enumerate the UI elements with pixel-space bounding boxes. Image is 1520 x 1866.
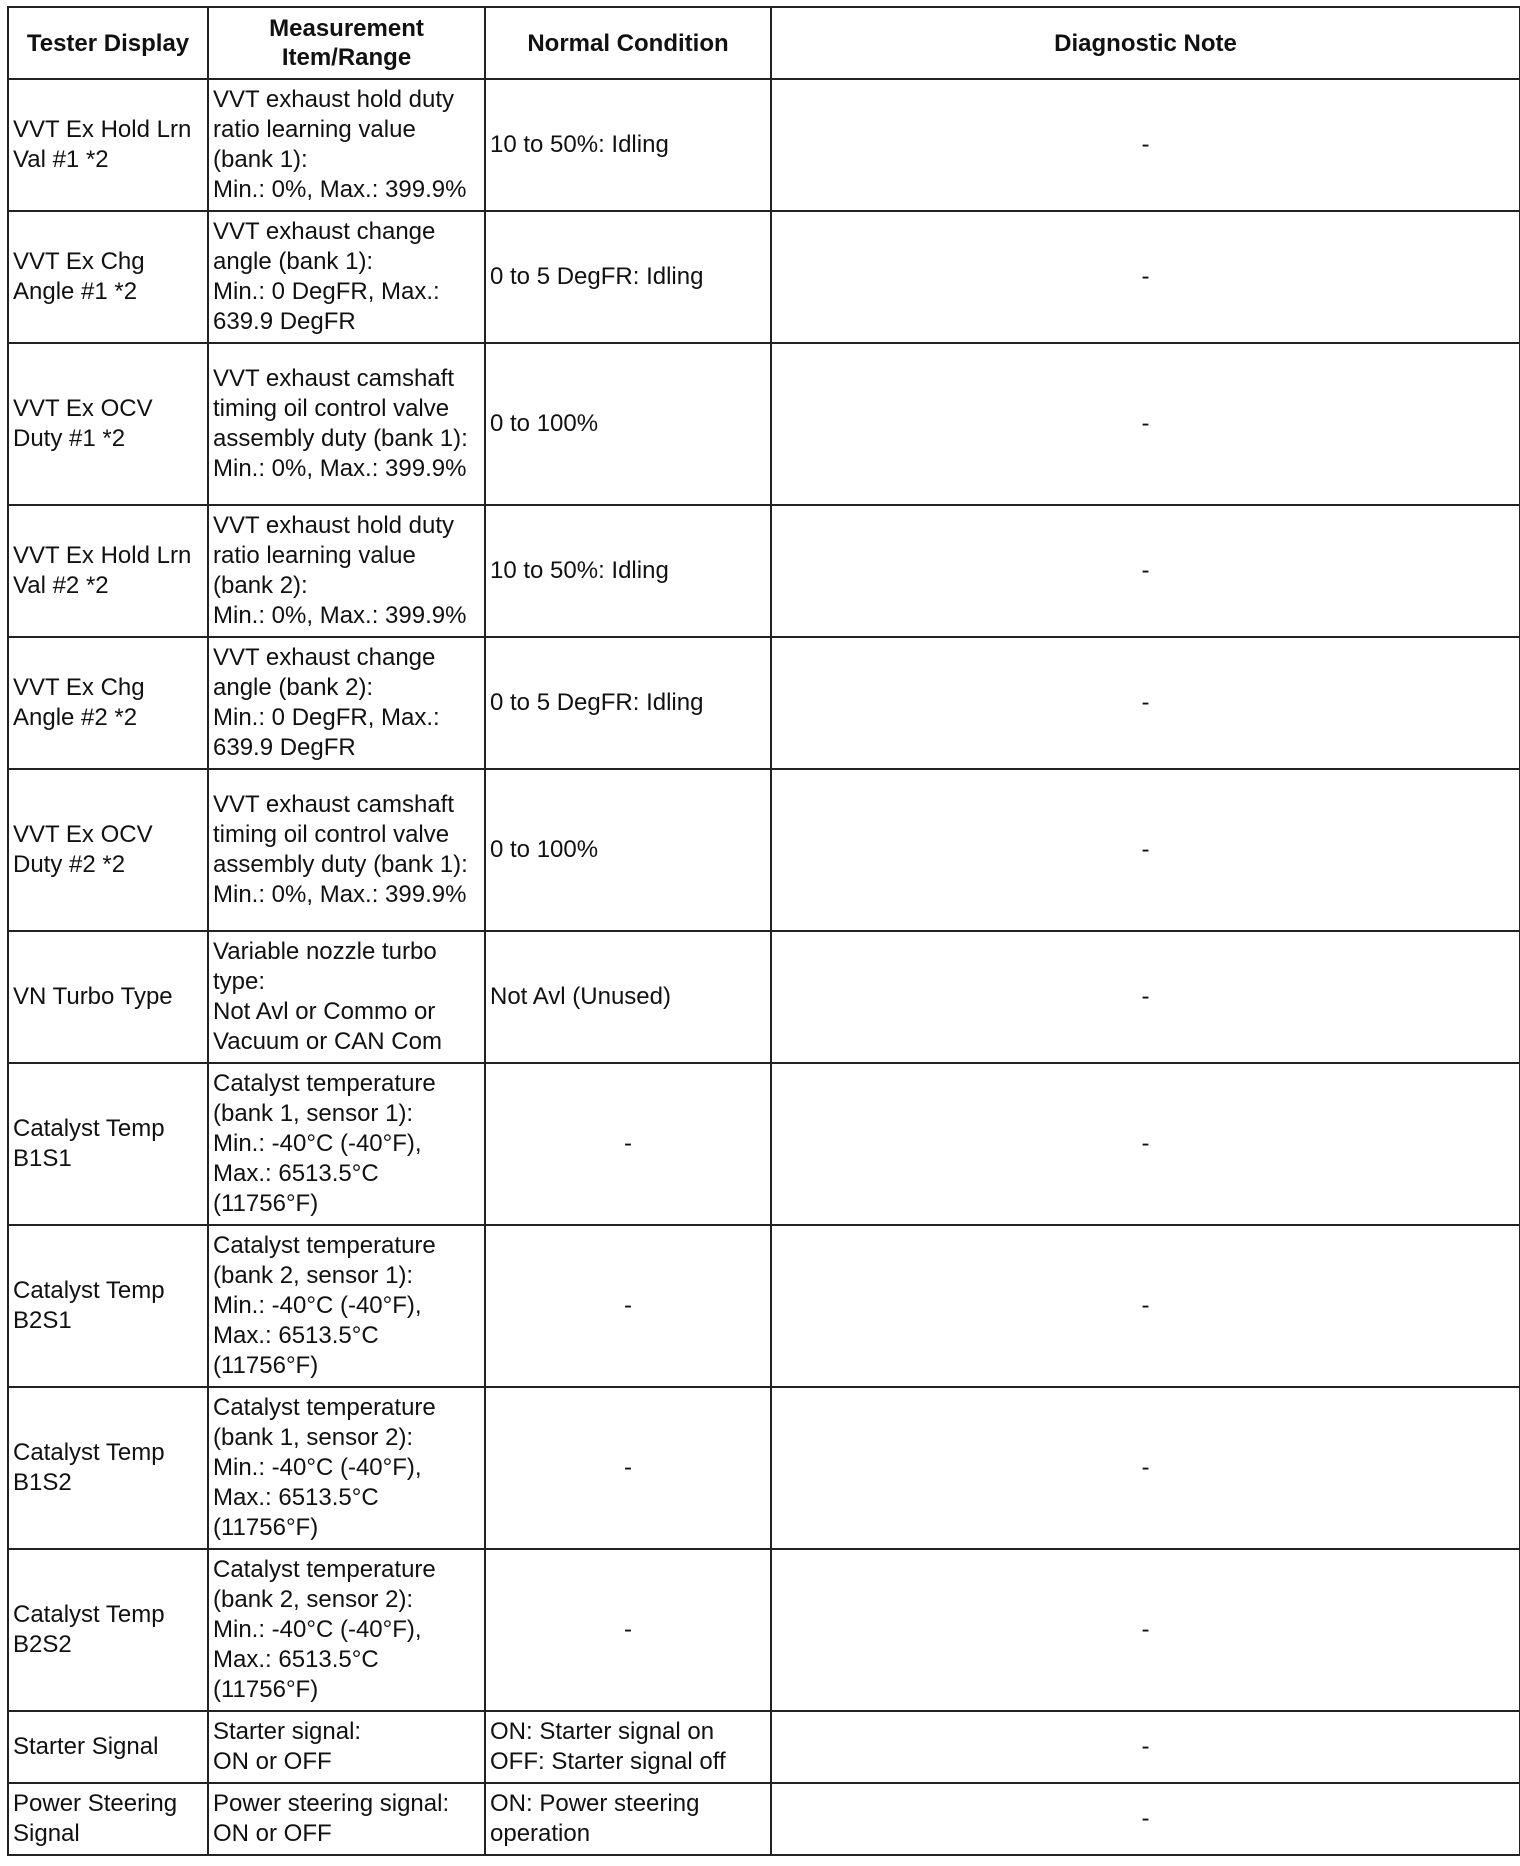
normal-condition-cell: - <box>485 1387 771 1549</box>
header-diagnostic-note: Diagnostic Note <box>771 7 1520 79</box>
normal-condition-cell: 10 to 50%: Idling <box>485 79 771 211</box>
diagnostic-note-cell: - <box>771 1711 1520 1783</box>
tester-display-cell: Catalyst Temp B2S1 <box>8 1225 208 1387</box>
table-row <box>8 1783 1520 1855</box>
normal-condition-cell: - <box>485 1549 771 1711</box>
normal-condition-cell: 0 to 100% <box>485 769 771 931</box>
header-row <box>8 7 1520 79</box>
diagnostic-note-cell: - <box>771 1063 1520 1225</box>
tester-display-cell: Catalyst Temp B1S1 <box>8 1063 208 1225</box>
document-page <box>7 6 1519 1856</box>
table-row <box>8 769 1520 931</box>
normal-condition-cell: ON: Starter signal on OFF: Starter signal off <box>485 1711 771 1783</box>
diagnostic-note-cell: - <box>771 1387 1520 1549</box>
normal-condition-cell: 0 to 5 DegFR: Idling <box>485 211 771 343</box>
normal-condition-cell: - <box>485 1225 771 1387</box>
tester-display-cell: VVT Ex OCV Duty #1 *2 <box>8 343 208 505</box>
tester-display-cell: VVT Ex Chg Angle #1 *2 <box>8 211 208 343</box>
tester-display-cell: Starter Signal <box>8 1711 208 1783</box>
tester-display-cell: VVT Ex Chg Angle #2 *2 <box>8 637 208 769</box>
measurement-range-cell: Variable nozzle turbo type: Not Avl or Commo or Vacuum or CAN Com <box>208 931 485 1063</box>
measurement-range-cell: Catalyst temperature (bank 2, sensor 1): Min.: -40°C (-40°F), Max.: 6513.5°C (11756°F) <box>208 1225 485 1387</box>
table-row <box>8 1711 1520 1783</box>
header-normal-condition: Normal Condition <box>485 7 771 79</box>
data-list-table <box>7 6 1520 1856</box>
table-body <box>8 79 1520 1855</box>
measurement-range-cell: Catalyst temperature (bank 2, sensor 2): Min.: -40°C (-40°F), Max.: 6513.5°C (11756°F) <box>208 1549 485 1711</box>
header-measurement-item: Measurement Item/Range <box>208 7 485 79</box>
tester-display-cell: VVT Ex Hold Lrn Val #1 *2 <box>8 79 208 211</box>
measurement-range-cell: VVT exhaust hold duty ratio learning value (bank 1): Min.: 0%, Max.: 399.9% <box>208 79 485 211</box>
table-row <box>8 1063 1520 1225</box>
tester-display-cell: Catalyst Temp B2S2 <box>8 1549 208 1711</box>
normal-condition-cell: - <box>485 1063 771 1225</box>
diagnostic-note-cell: - <box>771 931 1520 1063</box>
table-row <box>8 1225 1520 1387</box>
normal-condition-cell: 0 to 5 DegFR: Idling <box>485 637 771 769</box>
normal-condition-cell: Not Avl (Unused) <box>485 931 771 1063</box>
diagnostic-note-cell: - <box>771 1783 1520 1855</box>
measurement-range-cell: VVT exhaust change angle (bank 2): Min.: 0 DegFR, Max.: 639.9 DegFR <box>208 637 485 769</box>
diagnostic-note-cell: - <box>771 211 1520 343</box>
tester-display-cell: VVT Ex OCV Duty #2 *2 <box>8 769 208 931</box>
diagnostic-note-cell: - <box>771 79 1520 211</box>
tester-display-cell: Catalyst Temp B1S2 <box>8 1387 208 1549</box>
measurement-range-cell: Starter signal: ON or OFF <box>208 1711 485 1783</box>
table-row <box>8 505 1520 637</box>
measurement-range-cell: Catalyst temperature (bank 1, sensor 2): Min.: -40°C (-40°F), Max.: 6513.5°C (11756°F) <box>208 1387 485 1549</box>
measurement-range-cell: Catalyst temperature (bank 1, sensor 1): Min.: -40°C (-40°F), Max.: 6513.5°C (11756°F) <box>208 1063 485 1225</box>
diagnostic-note-cell: - <box>771 1549 1520 1711</box>
diagnostic-note-cell: - <box>771 505 1520 637</box>
diagnostic-note-cell: - <box>771 343 1520 505</box>
table-row <box>8 931 1520 1063</box>
tester-display-cell: VVT Ex Hold Lrn Val #2 *2 <box>8 505 208 637</box>
table-row <box>8 211 1520 343</box>
header-tester-display: Tester Display <box>8 7 208 79</box>
measurement-range-cell: VVT exhaust hold duty ratio learning value (bank 2): Min.: 0%, Max.: 399.9% <box>208 505 485 637</box>
table-row <box>8 343 1520 505</box>
normal-condition-cell: 0 to 100% <box>485 343 771 505</box>
table-header <box>8 7 1520 79</box>
table-row <box>8 1549 1520 1711</box>
tester-display-cell: VN Turbo Type <box>8 931 208 1063</box>
measurement-range-cell: VVT exhaust camshaft timing oil control valve assembly duty (bank 1): Min.: 0%, Max.: 399.9% <box>208 769 485 931</box>
measurement-range-cell: VVT exhaust change angle (bank 1): Min.: 0 DegFR, Max.: 639.9 DegFR <box>208 211 485 343</box>
measurement-range-cell: Power steering signal: ON or OFF <box>208 1783 485 1855</box>
diagnostic-note-cell: - <box>771 1225 1520 1387</box>
table-row <box>8 1387 1520 1549</box>
normal-condition-cell: ON: Power steering operation <box>485 1783 771 1855</box>
tester-display-cell: Power Steering Signal <box>8 1783 208 1855</box>
diagnostic-note-cell: - <box>771 637 1520 769</box>
normal-condition-cell: 10 to 50%: Idling <box>485 505 771 637</box>
diagnostic-note-cell: - <box>771 769 1520 931</box>
table-row <box>8 79 1520 211</box>
table-row <box>8 637 1520 769</box>
measurement-range-cell: VVT exhaust camshaft timing oil control valve assembly duty (bank 1): Min.: 0%, Max.: 399.9% <box>208 343 485 505</box>
